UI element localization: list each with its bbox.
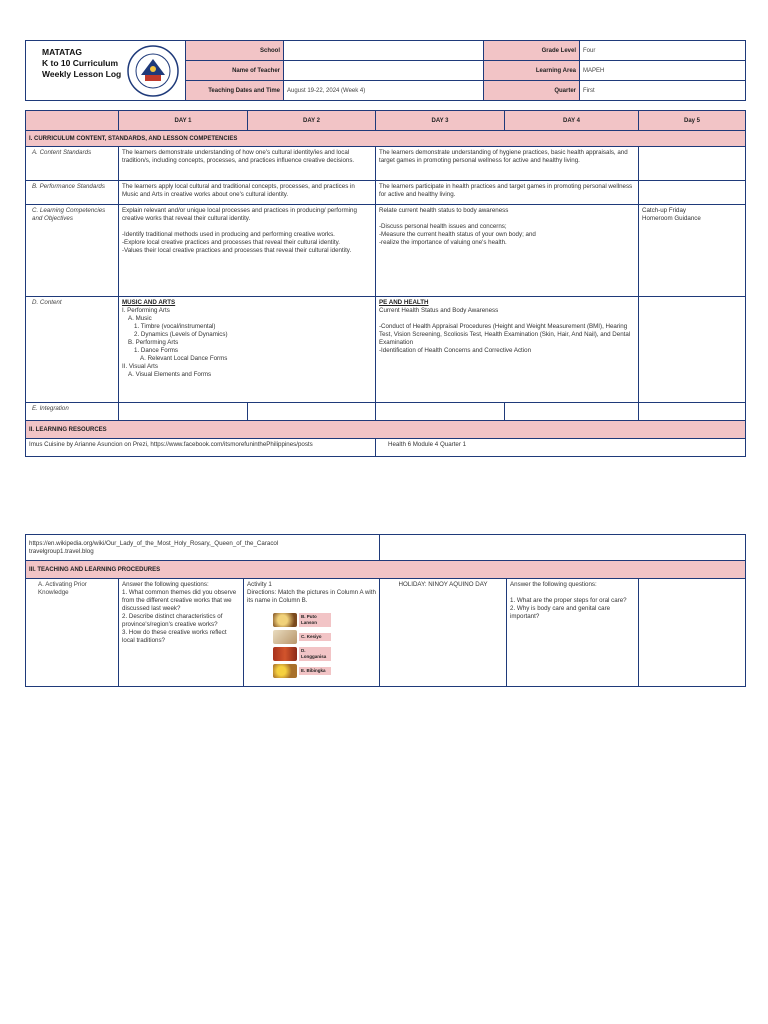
matching-label: D. Longganisa — [299, 647, 331, 661]
content-label: D. Content — [26, 297, 119, 403]
lesson-table-page2 — [25, 534, 746, 687]
matching-row — [273, 630, 376, 644]
teacher-label: Name of Teacher — [186, 61, 284, 81]
integration-day3 — [376, 403, 505, 421]
activating-day2 — [244, 579, 380, 687]
content-line: 1. Timbre (vocal/instrumental) — [134, 323, 216, 330]
competencies-day3-4: Relate current health status to body awareness -Discuss personal health issues and concerns; -Measure the current health status of your own body; and -realize the importance of valuing one's health. — [376, 205, 639, 297]
matching-label: B. Puto Lanson — [299, 613, 331, 627]
resource-links: https://en.wikipedia.org/wiki/Our_Lady_of_the_Most_Holy_Rosary,_Queen_of_the_Caracol travelgroup1.travel.blog — [26, 535, 380, 561]
pe-health-title: PE AND HEALTH — [379, 299, 429, 306]
content-standards-label: A. Content Standards — [26, 147, 119, 181]
section3-title: III. TEACHING AND LEARNING PROCEDURES — [26, 561, 746, 579]
activating-day3: HOLIDAY: NINOY AQUINO DAY — [380, 579, 507, 687]
day2-header: DAY 2 — [248, 111, 376, 131]
section1-title: I. CURRICULUM CONTENT, STANDARDS, AND LESSON COMPETENCIES — [26, 131, 746, 147]
lesson-table-page1 — [25, 110, 746, 457]
section2-title: II. LEARNING RESOURCES — [26, 421, 746, 439]
header-logo-cell — [26, 41, 186, 101]
competencies-label: C. Learning Competencies and Objectives — [26, 205, 119, 297]
day4-header: DAY 4 — [505, 111, 639, 131]
day5-header: Day 5 — [639, 111, 746, 131]
matching-row — [273, 613, 376, 627]
quarter-value: First — [580, 81, 746, 101]
day1-header: DAY 1 — [119, 111, 248, 131]
content-music-arts — [119, 297, 376, 403]
integration-day2 — [248, 403, 376, 421]
content-line: B. Performing Arts — [128, 339, 179, 346]
content-line: II. Visual Arts — [122, 363, 158, 370]
content-line: 2. Dynamics (Levels of Dynamics) — [134, 331, 228, 338]
resources-day1-2: Imus Cuisine by Arianne Asuncion on Prezi, https://www.facebook.com/itsmorefuninthePhilippines/posts — [26, 439, 376, 457]
teaching-dates-label: Teaching Dates and Time — [186, 81, 284, 101]
performance-day3-4: The learners participate in health practices and target games in promoting personal wellness for active and healthy living. — [376, 181, 639, 205]
header-table — [25, 40, 746, 101]
title-line-1: MATATAG — [42, 47, 82, 57]
music-arts-title: MUSIC AND ARTS — [122, 299, 176, 306]
activating-day4: Answer the following questions: 1. What are the proper steps for oral care? 2. Why is body care and genital care important? — [507, 579, 639, 687]
content-standards-day5 — [639, 147, 746, 181]
title-line-2: K to 10 Curriculum — [42, 58, 119, 68]
content-line: 1. Dance Forms — [134, 347, 179, 354]
content-day5 — [639, 297, 746, 403]
activity1-text: Activity 1 Directions: Match the pictures in Column A with its name in Column B. — [247, 581, 376, 604]
food-image — [273, 613, 297, 627]
school-value — [284, 41, 484, 61]
activating-prior-knowledge-label: A. Activating Prior Knowledge — [26, 579, 119, 687]
matching-row — [273, 664, 376, 678]
integration-label: E. Integration — [26, 403, 119, 421]
integration-day4 — [505, 403, 639, 421]
activating-day5 — [639, 579, 746, 687]
competencies-day1-2: Explain relevant and/or unique local processes and practices in producing/ performing creative works that reveal their cultural identity. -Identify traditional methods used in producing and performing creative works. -Explore local creative practices and processes that reveal their cultural identity. -Values their local creative practices and processes that reveal their cultural identity. — [119, 205, 376, 297]
quarter-label: Quarter — [484, 81, 580, 101]
matching-label: C. Kesiyo — [299, 633, 331, 641]
day3-header: DAY 3 — [376, 111, 505, 131]
pe-health-text: Current Health Status and Body Awareness -Conduct of Health Appraisal Procedures (Height and Weight Measurement (BMI), Hearing Test, Vision Screening, Scoliosis Test, Health Examination (Skin, Hair, And Nail), and Dental Examination -Identification of Health Concerns and Corrective Action — [379, 307, 631, 354]
learning-area-value: MAPEH — [580, 61, 746, 81]
integration-day1 — [119, 403, 248, 421]
integration-day5 — [639, 403, 746, 421]
food-image — [273, 647, 297, 661]
day-header-blank — [26, 111, 119, 131]
content-line: A. Visual Elements and Forms — [128, 371, 212, 378]
content-line: I. Performing Arts — [122, 307, 170, 314]
competencies-day5: Catch-up Friday Homeroom Guidance — [639, 205, 746, 297]
school-label: School — [186, 41, 284, 61]
deped-seal-icon — [127, 45, 179, 97]
matching-pictures — [273, 613, 376, 678]
teaching-dates-value: August 19-22, 2024 (Week 4) — [284, 81, 484, 101]
content-line: A. Music — [128, 315, 152, 322]
lesson-log-title — [34, 47, 121, 80]
teacher-value — [284, 61, 484, 81]
performance-day1-2: The learners apply local cultural and traditional concepts, processes, and practices in Music and Arts in creative works about one's cultural identity. — [119, 181, 376, 205]
title-line-3: Weekly Lesson Log — [42, 69, 122, 79]
content-pe-health — [376, 297, 639, 403]
content-standards-day1-2: The learners demonstrate understanding of how one's cultural identity/ies and local tradition/s, including concepts, processes, and practices influence creative decisions. — [119, 147, 376, 181]
performance-day5 — [639, 181, 746, 205]
food-image — [273, 630, 297, 644]
performance-standards-label: B. Performance Standards — [26, 181, 119, 205]
activating-day1: Answer the following questions: 1. What common themes did you observe from the different creative works that we discussed last week? 2. Describe distinct characteristics of province's/region's creative works? 3. How do these creative works reflect local traditions? — [119, 579, 244, 687]
content-standards-day3-4: The learners demonstrate understanding of hygiene practices, basic health appraisals, and target games in promoting personal wellness for active and healthy living. — [376, 147, 639, 181]
matching-label: E. Bibingka — [299, 667, 331, 675]
food-image — [273, 664, 297, 678]
content-line: A. Relevant Local Dance Forms — [140, 355, 228, 362]
grade-level-value: Four — [580, 41, 746, 61]
matching-row — [273, 647, 376, 661]
resource-links-right — [380, 535, 746, 561]
learning-area-label: Learning Area — [484, 61, 580, 81]
grade-level-label: Grade Level — [484, 41, 580, 61]
resources-day3-4: Health 6 Module 4 Quarter 1 — [376, 439, 746, 457]
